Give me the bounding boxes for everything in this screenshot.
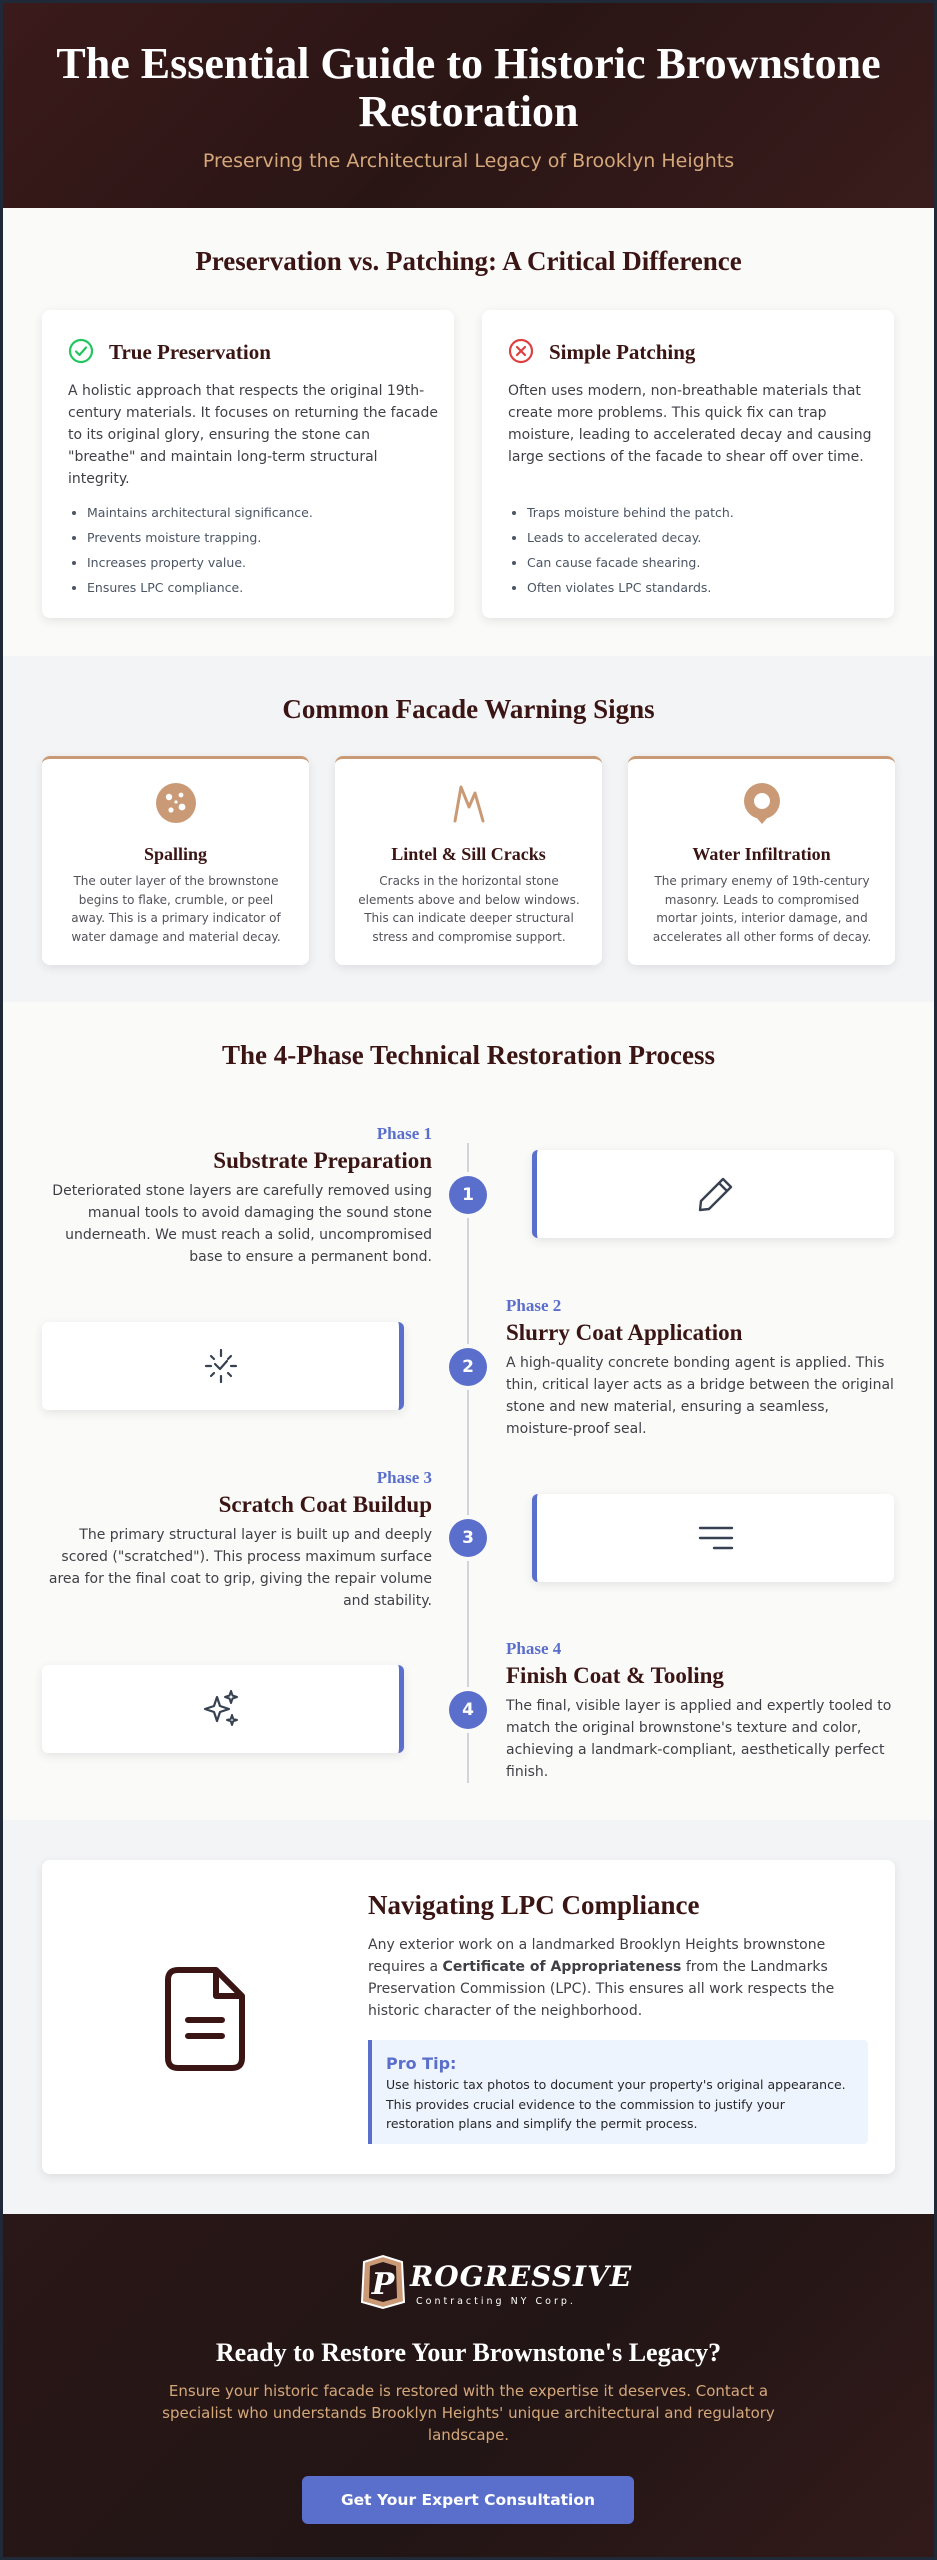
timeline-line xyxy=(467,1143,469,1783)
phase-1-icon-box xyxy=(532,1150,894,1238)
pencil-icon xyxy=(694,1172,738,1216)
warning-body: Cracks in the horizontal stone elements above and below windows. This can indicate deeper structural stress and compromise support. xyxy=(358,874,580,944)
logo-letter: P xyxy=(371,2267,395,2302)
phase-3-icon-box xyxy=(532,1494,894,1582)
patching-body: Often uses modern, non-breathable materials that create more problems. This quick fix can trap moisture, leading to accelerated decay and causing large sections of the facade to shear off over time. xyxy=(508,383,872,465)
page-subtitle: Preserving the Architectural Legacy of Brooklyn Heights xyxy=(202,150,735,172)
lpc-body-text: from the Landmarks Preservation Commission (LPC). This ensures all work respects the historic character of the neighborhood. xyxy=(368,1959,835,2019)
hero-header xyxy=(0,0,937,208)
warning-title: Water Infiltration xyxy=(692,844,831,864)
phase-4-icon-box xyxy=(42,1665,404,1753)
preservation-title: True Preservation xyxy=(109,340,271,364)
check-circle-icon xyxy=(68,338,94,364)
phase-body: A high-quality concrete bonding agent is applied. This thin, critical layer acts as a bridge between the original stone and new material, ensuring a seamless, moisture-proof seal. xyxy=(506,1355,894,1437)
lpc-body xyxy=(368,1934,868,2022)
spray-icon xyxy=(199,1344,243,1388)
lpc-body-text: Any exterior work on a landmarked Brooklyn Heights brownstone requires a xyxy=(368,1937,826,1975)
comparison-section xyxy=(0,208,937,656)
logo-mark-icon xyxy=(358,2254,408,2310)
pro-tip-body: Use historic tax photos to document your property's original appearance. This provides crucial evidence to the commission to justify your restoration plans and simplify the permit process. xyxy=(386,2077,846,2131)
x-circle-icon xyxy=(508,338,534,364)
phase-body: Deteriorated stone layers are carefully removed using manual tools to avoid damaging the sound stone underneath. We must reach a solid, uncompromised base to ensure a permanent bond. xyxy=(52,1183,432,1265)
warning-card-cracks xyxy=(335,756,602,965)
phase-label: Phase 4 xyxy=(506,1639,562,1658)
phase-label: Phase 1 xyxy=(376,1124,432,1143)
preservation-points xyxy=(87,500,447,600)
crack-icon xyxy=(447,781,491,825)
lines-icon xyxy=(694,1516,738,1560)
phase-label: Phase 3 xyxy=(376,1468,432,1487)
phase-1-text xyxy=(42,1124,432,1268)
warning-title: Lintel & Sill Cracks xyxy=(391,844,546,864)
warnings-section xyxy=(0,656,937,1002)
warning-title: Spalling xyxy=(143,844,208,864)
sparkles-icon xyxy=(199,1687,243,1731)
phase-label: Phase 2 xyxy=(506,1296,562,1315)
logo-tagline: Contracting NY Corp. xyxy=(416,2296,576,2307)
phase-2-number: 2 xyxy=(449,1348,487,1386)
footer-cta-section xyxy=(0,2214,937,2560)
phase-title: Substrate Preparation xyxy=(213,1148,432,1173)
page-title: The Essential Guide to Historic Brownstone Restoration xyxy=(56,39,881,136)
logo-wordmark: ROGRESSIVE xyxy=(410,2260,633,2293)
phase-1-number: 1 xyxy=(449,1176,487,1214)
phase-title: Scratch Coat Buildup xyxy=(218,1492,432,1517)
warning-card-spalling xyxy=(42,756,309,965)
phase-body: The final, visible layer is applied and expertly tooled to match the original brownstone's texture and color, achieving a landmark-compliant, aesthetically perfect finish. xyxy=(506,1698,892,1780)
lpc-certificate-term: Certificate of Appropriateness xyxy=(442,1959,682,1975)
preservation-card xyxy=(42,310,454,618)
pro-tip-title: Pro Tip: xyxy=(386,2054,457,2073)
patching-title: Simple Patching xyxy=(549,340,696,364)
list-item: • Often violates LPC standards. xyxy=(527,575,887,600)
list-item: • Can cause facade shearing. xyxy=(527,550,887,575)
warnings-title: Common Facade Warning Signs xyxy=(282,694,655,724)
phase-2-text xyxy=(506,1296,896,1440)
phase-4-text xyxy=(506,1639,896,1783)
pro-tip-box xyxy=(368,2040,868,2144)
preservation-body: A holistic approach that respects the original 19th-century materials. It focuses on returning the facade to its original glory, ensuring the stone can "breathe" and maintain long-term structural integrity. xyxy=(68,383,438,487)
company-logo xyxy=(358,2252,633,2312)
lpc-card xyxy=(42,1860,895,2174)
comparison-title: Preservation vs. Patching: A Critical Difference xyxy=(195,246,742,276)
footer-body: Ensure your historic facade is restored with the expertise it deserves. Contact a specialist who understands Brooklyn Heights' unique architectural and regulatory landscape. xyxy=(162,2382,775,2444)
list-item: • Maintains architectural significance. xyxy=(87,500,447,525)
patching-points xyxy=(527,500,887,600)
warning-card-water xyxy=(628,756,895,965)
list-item: • Prevents moisture trapping. xyxy=(87,525,447,550)
phase-body: The primary structural layer is built up and deeply scored ("scratched"). This process maximum surface area for the final coat to grip, giving the repair volume and stability. xyxy=(48,1527,432,1609)
phase-4-number: 4 xyxy=(449,1691,487,1729)
warning-body: The outer layer of the brownstone begins to flake, crumble, or peel away. This is a primary indicator of water damage and material decay. xyxy=(71,874,281,944)
consultation-button[interactable]: Get Your Expert Consultation xyxy=(302,2476,634,2524)
document-icon xyxy=(160,1964,250,2074)
water-drop-icon xyxy=(740,781,784,825)
patching-card xyxy=(482,310,894,618)
phase-title: Finish Coat & Tooling xyxy=(506,1663,724,1688)
warning-body: The primary enemy of 19th-century masonry. Leads to compromised mortar joints, interior damage, and accelerates all other forms of decay. xyxy=(652,874,872,944)
phase-2-icon-box xyxy=(42,1322,404,1410)
process-title: The 4-Phase Technical Restoration Process xyxy=(222,1040,715,1070)
phase-3-number: 3 xyxy=(449,1519,487,1557)
lpc-title: Navigating LPC Compliance xyxy=(368,1890,700,1920)
footer-title: Ready to Restore Your Brownstone's Legacy? xyxy=(215,2338,722,2367)
phase-title: Slurry Coat Application xyxy=(506,1320,743,1345)
lpc-section xyxy=(0,1820,937,2214)
list-item: • Increases property value. xyxy=(87,550,447,575)
list-item: • Traps moisture behind the patch. xyxy=(527,500,887,525)
cookie-icon xyxy=(154,781,198,825)
phase-3-text xyxy=(42,1468,432,1612)
list-item: • Ensures LPC compliance. xyxy=(87,575,447,600)
list-item: • Leads to accelerated decay. xyxy=(527,525,887,550)
